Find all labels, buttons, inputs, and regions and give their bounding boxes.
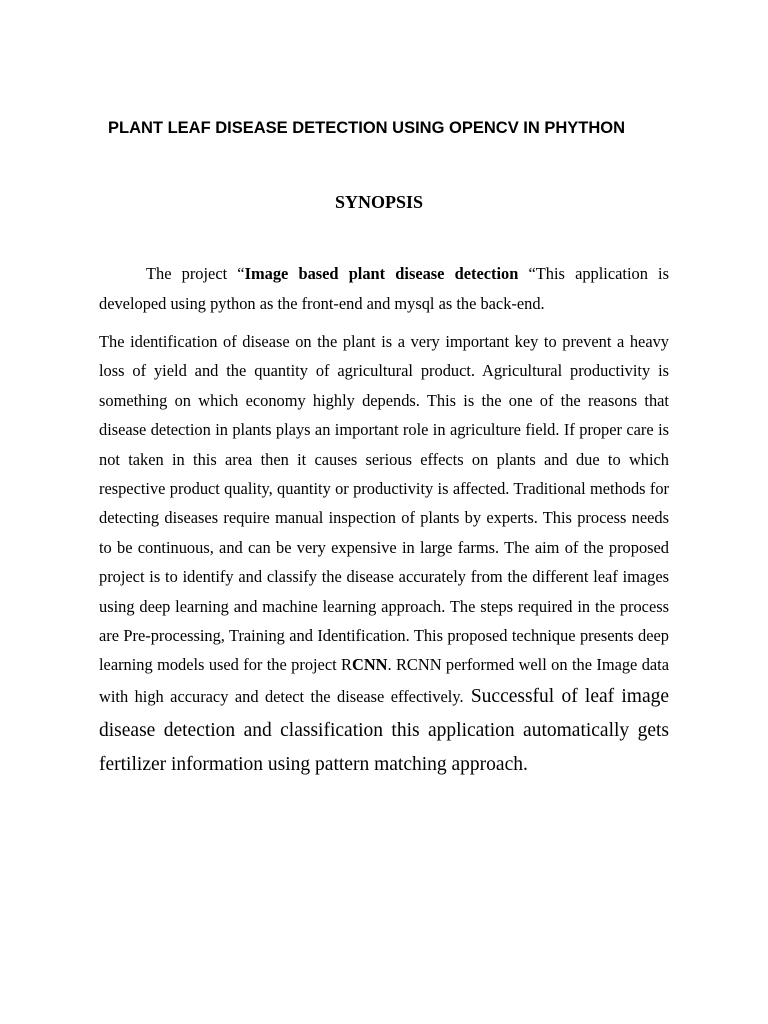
description-paragraph — [99, 327, 669, 782]
model-performance-text: . RCNN performed well on the Image data with high accuracy and detect the disease effectively. — [99, 655, 669, 706]
intro-rest-text: “This application is developed using python as the front-end and mysql as the back-end. — [99, 264, 669, 313]
model-name-bold: CNN — [352, 655, 388, 675]
conclusion-text: Successful of leaf image disease detection and classification this application automatically gets fertilizer information using pattern matching approach. — [99, 685, 670, 775]
project-name: Image based plant disease detection — [244, 264, 519, 283]
section-heading: SYNOPSIS — [334, 192, 424, 212]
intro-text: The project “ — [146, 264, 245, 283]
document-title: PLANT LEAF DISEASE DETECTION USING OPENCV IN PHYTHON — [108, 119, 626, 137]
intro-paragraph — [99, 259, 669, 318]
description-text: The identification of disease on the plant is a very important key to prevent a heavy loss of yield and the quantity of agricultural product. Agricultural productivity is something on which economy highly depends. This is the one of the reasons that disease detection in plants plays an important role in agriculture field. If proper care is not taken in this area then it causes serious effects on plants and due to which respective product quality, quantity or productivity is affected. Traditional methods for detecting diseases require manual inspection of plants by experts. This process needs to be continuous, and can be very expensive in large farms. The aim of the proposed project is to identify and classify the disease accurately from the different leaf images using deep learning and machine learning approach. The steps required in the process are Pre-processing, Training and Identification. This proposed technique presents deep learning models used for the project R — [99, 332, 669, 675]
